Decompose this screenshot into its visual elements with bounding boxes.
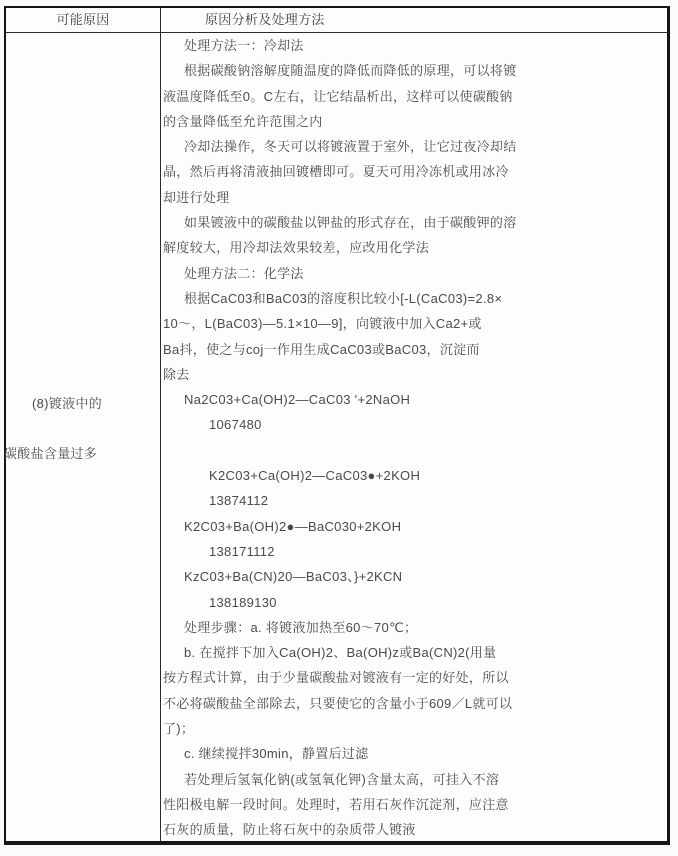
analysis-text-line: Ba抖，使之与coj一作用生成CaC03或BaC03，沉淀而 xyxy=(163,341,480,357)
analysis-text-line: 却进行处理 xyxy=(163,189,230,205)
analysis-text-line: 根据碳酸钠溶解度随温度的降低而降低的原理，可以将镀 xyxy=(184,63,517,79)
table-body-row xyxy=(6,33,667,841)
analysis-text-line: 根据CaC03和BaC03的溶度积比较小[-L(CaC03)=2.8× xyxy=(184,290,503,306)
header-analysis-method: 原因分析及处理方法 xyxy=(205,12,325,27)
analysis-text-line: KzC03+Ba(CN)20—BaC03、}+2KCN xyxy=(184,569,403,585)
analysis-text-line: 处理方法一：冷却法 xyxy=(184,38,304,53)
analysis-text-line: 液温度降低至0。C左右，让它结晶析出，这样可以使碳酸钠 xyxy=(163,88,513,104)
analysis-text-line: 石灰的质量，防止将石灰中的杂质带人镀液 xyxy=(163,822,416,838)
cause-cell xyxy=(6,33,161,841)
analysis-text-line: 138189130 xyxy=(209,594,277,610)
analysis-text-line: 按方程式计算，由于少量碳酸盐对镀液有一定的好处，所以 xyxy=(163,670,509,686)
analysis-text-line: 了)； xyxy=(163,721,195,737)
cause-text-line-1: (8)镀液中的 xyxy=(32,396,102,411)
analysis-text-line: K2C03+Ba(OH)2●—BaC030+2KOH xyxy=(184,518,402,534)
analysis-text-line: 处理方法二：化学法 xyxy=(184,265,304,281)
analysis-cell xyxy=(161,33,667,841)
analysis-text-line: c. 继续搅拌30min，静置后过滤 xyxy=(184,746,369,762)
analysis-text-line xyxy=(161,438,667,463)
analysis-text-line: 1067480 xyxy=(209,417,262,433)
analysis-text-line: 性阳极电解一段时间。处理时，若用石灰作沉淀剂，应注意 xyxy=(163,796,509,812)
analysis-text-line: 的含量降低至允许范围之内 xyxy=(163,113,323,129)
analysis-text-line: 不必将碳酸盐全部除去，只要使它的含量小于609／L就可以 xyxy=(163,695,513,711)
analysis-text-line: 138171112 xyxy=(209,543,275,559)
header-possible-cause: 可能原因 xyxy=(6,8,161,32)
cause-text-line-2: 碳酸盐含量过多 xyxy=(4,446,98,461)
analysis-text-line: K2C03+Ca(OH)2—CaC03●+2KOH xyxy=(209,468,421,484)
cause-analysis-table xyxy=(4,6,670,845)
analysis-text-line: 13874112 xyxy=(209,493,269,509)
analysis-text-line: 如果镀液中的碳酸盐以钾盐的形式存在，由于碳酸钾的溶 xyxy=(184,215,517,231)
analysis-text-line: Na2C03+Ca(OH)2—CaC03 '+2NaOH xyxy=(184,392,411,408)
analysis-text-line: 解度较大，用冷却法效果较差，应改用化学法 xyxy=(163,240,430,256)
analysis-text-line: b. 在搅拌下加入Ca(OH)2、Ba(OH)z或Ba(CN)2(用量 xyxy=(184,645,497,661)
analysis-text-line: 晶，然后再将清液抽回镀槽即可。夏天可用冷冻机或用冰冷 xyxy=(163,164,509,180)
analysis-text-line: 除去 xyxy=(163,366,190,382)
table-header-row xyxy=(6,8,667,33)
analysis-text-line: 10～，L(BaC03)—5.1×10—9]，向镀液中加入Ca2+或 xyxy=(163,316,482,332)
analysis-text-line: 冷却法操作，冬天可以将镀液置于室外，让它过夜冷却结 xyxy=(184,139,517,155)
analysis-text-line: 处理步骤：a. 将镀液加热至60～70℃； xyxy=(184,619,418,635)
analysis-text-line: 若处理后氢氧化钠(或氢氧化钾)含量太高，可挂入不溶 xyxy=(184,771,500,787)
